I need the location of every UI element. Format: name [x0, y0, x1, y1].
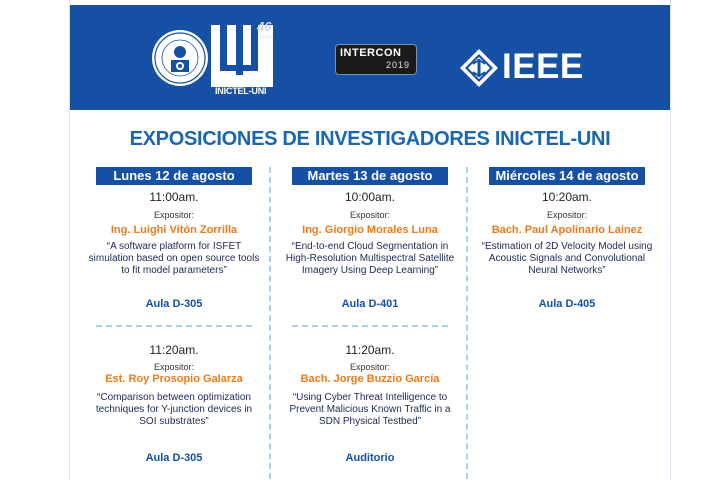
event-poster — [69, 0, 671, 480]
session-separator — [292, 325, 448, 327]
room-label: Aula D-401 — [341, 298, 399, 310]
talk-title: “A software platform for ISFET simulation based on open source tools to fit model parameters” — [88, 241, 260, 277]
session-time: 11:00am. — [149, 190, 199, 204]
session-time: 11:20am. — [149, 343, 199, 357]
column-divider — [466, 167, 468, 479]
session-separator — [96, 325, 252, 327]
expositor-label: Expositor: — [349, 362, 391, 372]
session-time: 10:20am. — [541, 190, 593, 204]
expositor-label: Expositor: — [546, 210, 588, 220]
talk-title: “Estimation of 2D Velocity Model using Acoustic Signals and Convolutional Neural Networks” — [481, 241, 653, 277]
inictel-name: INICTEL-UNI — [215, 86, 267, 96]
talk-title: “End-to-end Cloud Segmentation in High-Resolution Multispectral Satellite Imagery Using Deep Learning” — [285, 241, 455, 277]
talk-title: “Comparison between optimization techniques for Y-junction devices in SOI substrates” — [95, 392, 253, 428]
talk-title: “Using Cyber Threat Intelligence to Prevent Malicious Known Traffic in a SDN Physical Testbed” — [289, 392, 451, 428]
speaker-name: Est. Roy Prosopio Galarza — [105, 373, 243, 385]
day-header: Miércoles 14 de agosto — [489, 167, 645, 185]
speaker-name: Bach. Jorge Buzzio García — [300, 373, 440, 385]
session-time: 10:00am. — [344, 190, 396, 204]
session-time: 11:20am. — [345, 343, 395, 357]
room-label: Aula D-305 — [145, 298, 203, 310]
speaker-name: Bach. Paul Apolinario Lainez — [491, 224, 643, 236]
room-label: Auditorio — [345, 452, 395, 464]
day-column-wednesday — [471, 0, 663, 480]
ieee-wordmark: IEEE — [502, 47, 584, 86]
expositor-label: Expositor: — [349, 210, 391, 220]
intercon-year: 2019 — [385, 60, 410, 70]
intercon-title: INTERCON — [340, 47, 402, 59]
day-column-monday — [78, 0, 270, 480]
page-title: EXPOSICIONES DE INVESTIGADORES INICTEL-UNI — [129, 128, 611, 150]
day-column-tuesday — [274, 0, 466, 480]
day-header: Lunes 12 de agosto — [96, 167, 252, 185]
expositor-label: Expositor: — [153, 362, 195, 372]
day-header: Martes 13 de agosto — [292, 167, 448, 185]
expositor-label: Expositor: — [153, 210, 195, 220]
speaker-name: Ing. Giorgio Morales Luna — [302, 224, 438, 236]
speaker-name: Ing. Luighi Vitón Zorrilla — [110, 224, 238, 236]
anniversary-number: 46 — [257, 19, 272, 34]
room-label: Aula D-405 — [538, 298, 596, 310]
anniversary-word: AÑOS — [260, 34, 274, 39]
room-label: Aula D-305 — [145, 452, 203, 464]
